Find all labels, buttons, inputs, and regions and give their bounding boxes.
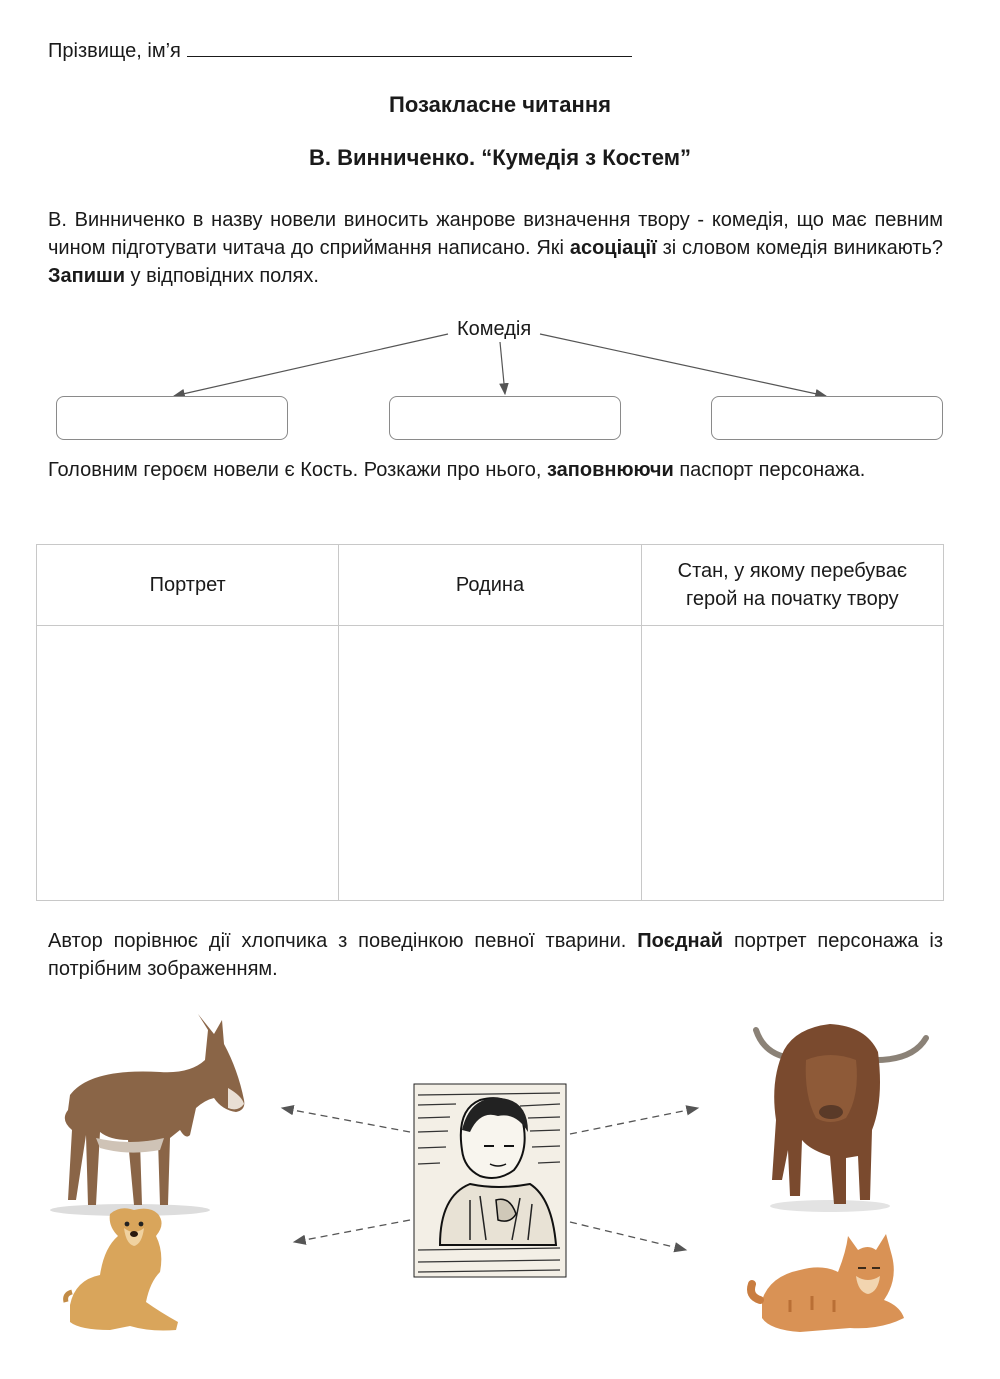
work-title: В. Винниченко. “Кумедія з Костем” [308, 145, 692, 170]
dog-image[interactable] [66, 1208, 178, 1330]
section-title: Позакласне читання [389, 92, 611, 117]
task2-instructions: Головним героєм новели є Кость. Розкажи про нього, заповнюючи паспорт персонажа. [48, 459, 866, 481]
cell-portrait[interactable] [37, 626, 339, 901]
matching-area [0, 1000, 1000, 1379]
table-row [37, 626, 944, 901]
match-arrow-to-yak [570, 1108, 698, 1134]
center-word-comedy: Комедія [457, 318, 532, 340]
arrow-to-box-2 [500, 342, 505, 394]
boy-portrait-image[interactable] [414, 1084, 566, 1277]
header-family: Родина [339, 545, 641, 626]
name-label: Прізвище, ім’я [48, 40, 181, 62]
match-arrow-to-cat [570, 1222, 686, 1250]
match-arrow-to-dog [294, 1220, 410, 1242]
cat-image[interactable] [751, 1234, 904, 1332]
donkey-image[interactable] [50, 1014, 244, 1216]
header-portrait: Портрет [37, 545, 339, 626]
arrow-to-box-1 [174, 334, 448, 396]
association-box-2[interactable] [389, 396, 621, 440]
table-header-row [37, 545, 944, 626]
association-box-1[interactable] [56, 396, 288, 440]
match-arrow-to-donkey [282, 1108, 410, 1132]
header-state: Стан, у якому перебуває герой на початку твору [641, 545, 943, 626]
task1-instructions: В. Винниченко в назву новели виносить жанрове визначення твору - комедія, що має певним чином підготувати читача до сприймання написано. Які асоціації зі словом комедія виникають? Запиши у відповідних полях. [48, 209, 943, 287]
task3-instructions: Автор порівнює дії хлопчика з поведінкою певної тварини. Поєднай портрет персонажа із потрібним зображенням. [48, 930, 943, 980]
yak-image[interactable] [756, 1024, 926, 1212]
arrow-to-box-3 [540, 334, 826, 396]
character-passport-table [36, 544, 944, 901]
cell-family[interactable] [339, 626, 641, 901]
association-arrows [0, 0, 1000, 460]
association-box-3[interactable] [711, 396, 943, 440]
cell-state[interactable] [641, 626, 943, 901]
